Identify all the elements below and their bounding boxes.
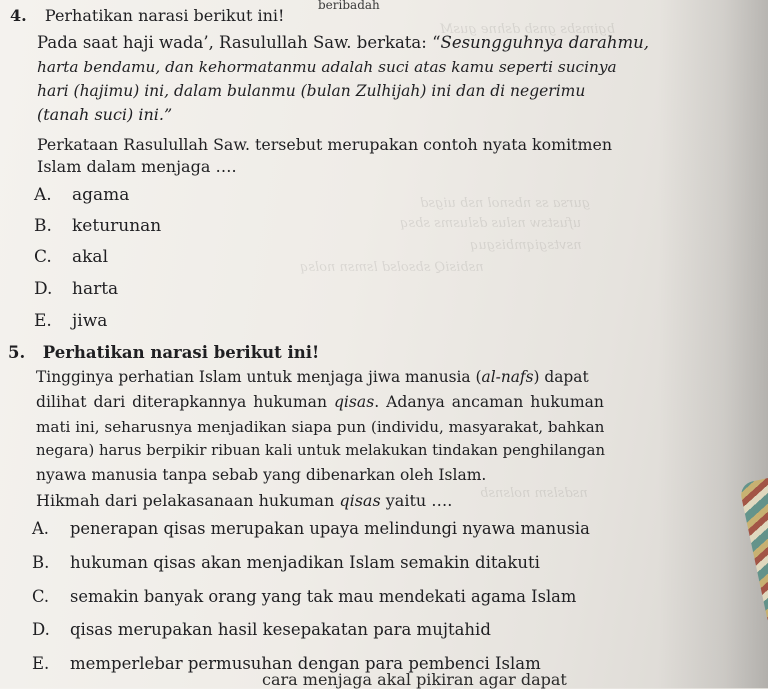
question-title: Perhatikan narasi berikut ini!: [42, 343, 320, 362]
question-number: 5.: [8, 343, 26, 362]
q5-option-d[interactable]: D. qisas merupakan hasil kesepakatan para mujtahid: [32, 620, 491, 639]
q5-option-c[interactable]: C. semakin banyak orang yang tak mau mendekati agama Islam: [32, 587, 577, 606]
q5-question-stem: Hikmah dari pelakasanaan hukuman qisas yaitu ….: [36, 491, 453, 510]
next-section-fragment: cara menjaga akal pikiran agar dapat: [262, 670, 567, 689]
q4-option-b[interactable]: B. keturunan: [34, 216, 162, 236]
hadith-line-3: hari (hajimu) ini, dalam bulanmu (bulan Zulhijah) ini dan di negerimu: [37, 82, 586, 100]
q5-option-e[interactable]: E. memperlebar permusuhan dengan para pembenci Islam: [32, 654, 541, 673]
hadith-line-1: [37, 32, 649, 55]
q5-option-a[interactable]: A. penerapan qisas merupakan upaya melindungi nyawa manusia: [32, 519, 590, 538]
question-4-stem-line-1: Perkataan Rasulullah Saw. tersebut merupakan contoh nyata komitmen: [37, 135, 612, 154]
bleed-through-text: nsvtsgiqmbisguq: [470, 238, 582, 253]
q5-option-b[interactable]: B. hukuman qisas akan menjadikan Islam semakin ditakuti: [32, 553, 540, 572]
question-title: Perhatikan narasi berikut ini!: [44, 6, 285, 25]
hadith-text: Sesungguhnya darahmu,: [440, 33, 649, 52]
q5-narrative-line-5: nyawa manusia tanpa sebab yang dibenarkan oleh Islam.: [36, 466, 487, 484]
bleed-through-text: bgimsbs gnsb dshne gusM: [440, 22, 615, 37]
question-4-stem-line-2: Islam dalam menjaga ….: [37, 157, 237, 176]
q4-option-d[interactable]: D. harta: [34, 279, 119, 299]
hadith-line-4: (tanah suci) ini.”: [37, 105, 173, 124]
bleed-through-text: nsbisiQ sbsolsd lsmsn nolsq: [300, 260, 484, 275]
q5-narrative-line-2: dilihat dari diterapkannya hukuman qisas. Adanya ancaman hukuman: [36, 393, 604, 411]
bleed-through-text: gursa ss nbsnol nsb uigsd: [420, 196, 591, 211]
bleed-through-text: ufustsw nslus dslusms sbsq: [400, 216, 582, 231]
question-4-header: [10, 5, 284, 28]
term-al-nafs: al-nafs: [481, 368, 534, 386]
hadith-intro: Pada saat haji wada’, Rasulullah Saw. berkata: “: [37, 33, 441, 52]
q5-narrative-line-3: mati ini, seharusnya menjadikan siapa pun (individu, masyarakat, bahkan: [36, 418, 605, 436]
q4-option-e[interactable]: E. jiwa: [34, 311, 108, 331]
q4-option-c[interactable]: C. akal: [34, 247, 109, 267]
previous-page-fragment: beribadah: [318, 0, 380, 12]
question-5-header: [8, 342, 319, 365]
question-number: 4.: [10, 6, 27, 25]
q5-narrative-line-4: negara) harus berpikir ribuan kali untuk melakukan tindakan penghilangan: [36, 442, 605, 459]
q5-narrative-line-1: Tingginya perhatian Islam untuk menjaga jiwa manusia (al-nafs) dapat: [36, 368, 589, 386]
q4-option-a[interactable]: A. agama: [34, 185, 130, 205]
bleed-through-text: nsdslsm nolsnsb: [480, 486, 588, 501]
hadith-line-2: harta bendamu, dan kehormatanmu adalah suci atas kamu seperti sucinya: [37, 58, 617, 76]
term-qisas: qisas: [333, 393, 375, 411]
